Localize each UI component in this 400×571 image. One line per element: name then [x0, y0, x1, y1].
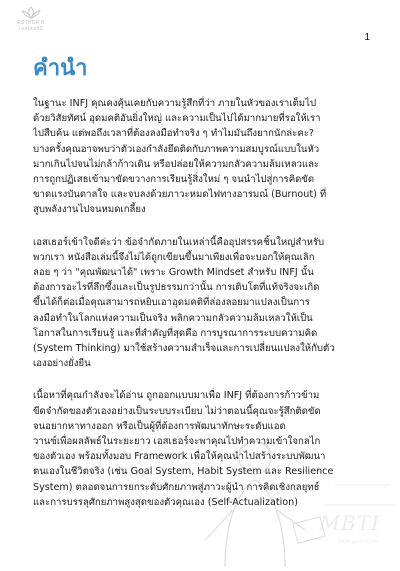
text-line: เอสเธอร์เข้าใจดีค่ะว่า ข้อจำกัดภายในเหล่านี้คืออุปสรรคชิ้นใหญ่สำหรับ [33, 236, 325, 248]
text-line: ของตัวเอง พร้อมทั้งมอบ Framework เพื่อให้คุณนำไปสร้างระบบพัฒนา [33, 451, 326, 463]
text-line: ไปสืบค้น แต่พอถึงเวลาที่ต้องลงมือทำจริง ๆ ทำไมมันถึงยากนักล่ะคะ? [33, 128, 314, 140]
text-line: ด้วยวิสัยทัศน์ อุดมคติอันยิ่งใหญ่ และความเป็นไปได้มากมายที่รอให้เรา [33, 113, 321, 125]
brand-logo [10, 6, 52, 32]
text-line: ขึ้นได้ก็ต่อเมื่อคุณสามารถหยิบเอาอุดมคติที่ล่องลอยมาแปลงเป็นการ [33, 297, 310, 309]
watermark-subtext: Find your type [337, 539, 378, 545]
text-line: ตนเองในชีวิตจริง (เช่น Goal System, Habit System และ Resilience [33, 466, 334, 478]
text-line: เองอย่างยั่งยืน [33, 358, 91, 370]
text-line: บางครั้งคุณอาจพบว่าตัวเองกำลังยึดติดกับภาพความสมบูรณ์แบบในหัว [33, 143, 320, 155]
page-number: 1 [364, 32, 370, 43]
logo-subtext: เอสเธอร์บี [19, 26, 43, 32]
paragraph-1 [33, 96, 369, 218]
page-title: คำนำ [33, 56, 88, 81]
watermark-text: MBTI [319, 511, 380, 535]
text-line: มากเกินไปจนไม่กล้าก้าวเดิน หรือปล่อยให้ความกลัวความล้มเหลวและ [33, 158, 320, 170]
text-line: โอกาสในการเรียนรู้ และที่สำคัญที่สุดคือ การบูรณาการระบบความคิด [33, 327, 318, 339]
text-line: ขาดแรงบันดาลใจ และจบลงด้วยภาวะหมดไฟทางอารมณ์ (Burnout) ที่ [33, 189, 327, 201]
text-line: ในฐานะ INFJ คุณคงคุ้นเคยกับความรู้สึกที่ว่า ภายในหัวของเราเต็มไป [33, 98, 317, 109]
text-line: System) ตลอดจนการยกระดับศักยภาพสู่ภาวะผู้นำ การคิดเชิงกลยุทธ์ [33, 481, 320, 493]
text-line: สูบพลังงานไปจนหมดเกลี้ยง [33, 204, 146, 216]
text-line: ลอย ๆ ว่า "คุณพัฒนาได้" เพราะ Growth Mindset สำหรับ INFJ นั้น [33, 267, 314, 279]
text-line: การถูกปฏิเสธเข้ามาขัดขวางการเรียนรู้สิ่งใหม่ ๆ จนนำไปสู่การคิดขัด [33, 174, 315, 186]
text-line: ลงมือทำในโลกแห่งความเป็นจริง พลิกความกลัวความล้มเหลวให้เป็น [33, 312, 313, 324]
logo-text: ESTHER B [17, 20, 45, 26]
text-line: ต้องการอะไรที่ลึกซึ้งและเป็นรูปธรรมกว่านั้น การเติบโตที่แท้จริงจะเกิด [33, 282, 320, 294]
text-line: ขีดจำกัดของตัวเองอย่างเป็นระบบระเบียบ ไม่ว่าตอนนี้คุณจะรู้สึกติดขัด [33, 405, 321, 417]
text-line: จนอยากหาทางออก หรือเป็นผู้ที่ต้องการพัฒนาทักษะระดับแอด [33, 420, 286, 432]
paragraph-2 [33, 235, 369, 372]
text-line: วานซ์เพื่อผลลัพธ์ในระยะยาว เอสเธอร์จะพาคุณไปทำความเข้าใจกลไก [33, 436, 321, 448]
text-line: เนื้อหาที่คุณกำลังจะได้อ่าน ถูกออกแบบมาเพื่อ INFJ ที่ต้องการก้าวข้าม [33, 390, 320, 402]
lotus-icon [20, 6, 42, 20]
paragraph-3 [33, 388, 369, 510]
text-line: (System Thinking) มาใช้สร้างความสำเร็จและการเปลี่ยนแปลงให้กับตัว [33, 343, 335, 355]
text-line: และการบรรลุศักยภาพสูงสุดของตัวคุณเอง (Self-Actualization) [33, 496, 298, 508]
body-content [33, 96, 369, 527]
text-line: พวกเรา หนังสือเล่มนี้จึงไม่ได้ถูกเขียนขึ้นมาเพียงเพื่อจะบอกให้คุณเลิก [33, 251, 315, 263]
